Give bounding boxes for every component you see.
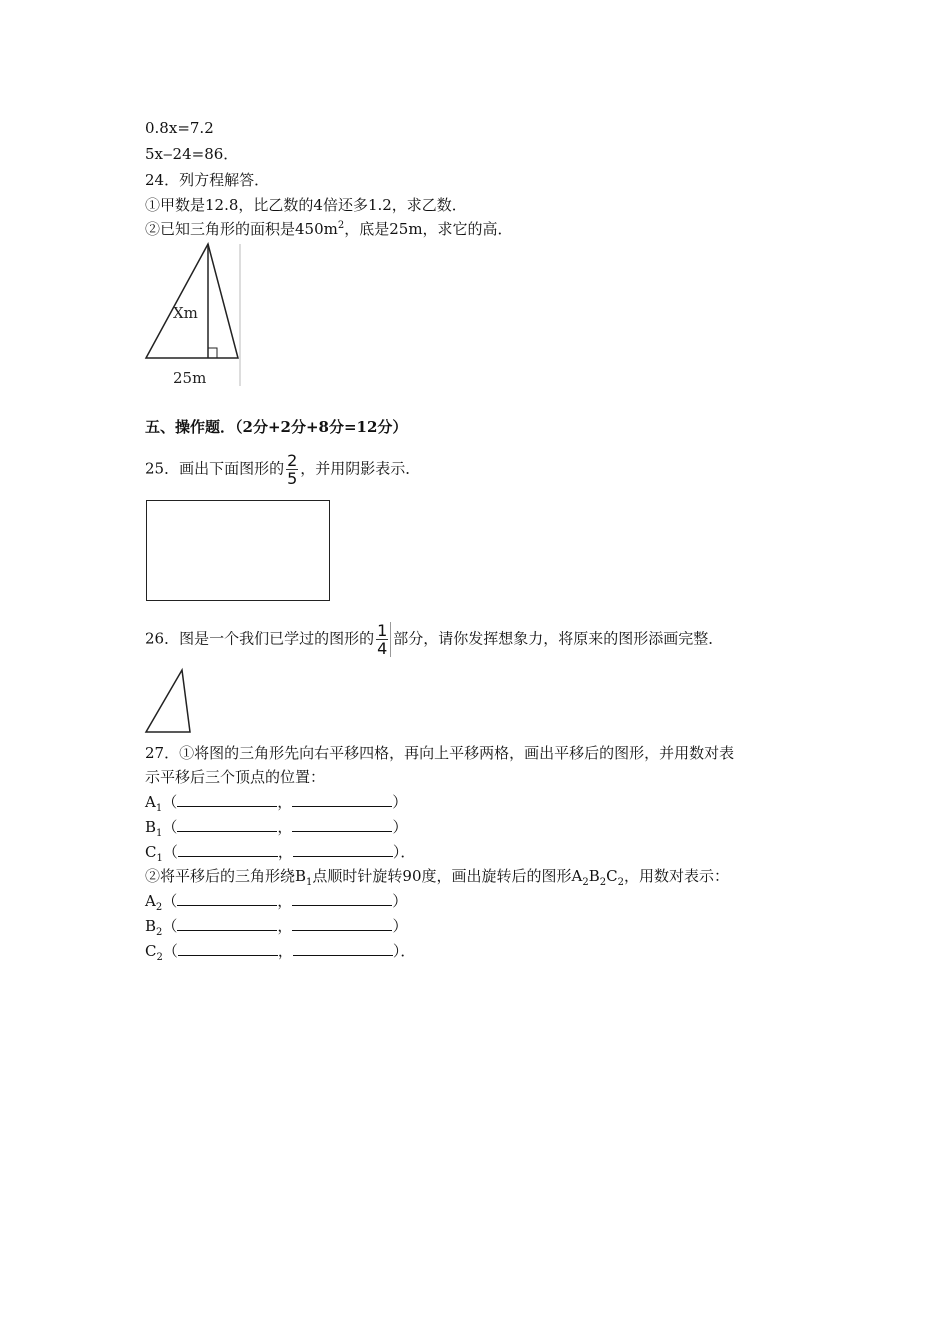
point-subscript: 1 xyxy=(156,828,163,839)
q24-part2-text-b: ，底是25m，求它的高． xyxy=(344,220,513,238)
close-paren-period: ）． xyxy=(392,843,416,861)
q24-part2 xyxy=(145,219,513,239)
q27-c1-row xyxy=(145,842,415,862)
q27-b2-row xyxy=(145,916,407,936)
q27-b1-row xyxy=(145,817,407,837)
point-letter: A xyxy=(145,892,156,910)
q27-part2-text-d: C xyxy=(606,867,618,885)
q24-part1: ①甲数是12.8，比乙数的4倍还多1.2，求乙数． xyxy=(145,196,467,214)
open-paren: （ xyxy=(162,843,178,861)
q24-title: 24．列方程解答． xyxy=(145,171,270,189)
q26-fraction xyxy=(376,622,391,657)
q25-fraction-den: 5 xyxy=(287,469,298,488)
open-paren: （ xyxy=(162,942,178,960)
point-subscript: 2 xyxy=(156,952,163,963)
q27-line1: 27．①将图的三角形先向右平移四格，再向上平移两格，画出平移后的图形，并用数对表 xyxy=(145,744,735,762)
open-paren: （ xyxy=(162,892,178,910)
open-paren: （ xyxy=(162,793,178,811)
comma: ， xyxy=(277,793,293,811)
q25-rectangle[interactable] xyxy=(146,500,330,601)
close-paren: ） xyxy=(392,793,408,811)
answer-blank-b2-y[interactable] xyxy=(292,916,392,931)
answer-blank-b1-x[interactable] xyxy=(177,817,277,832)
partial-triangle-shape xyxy=(146,670,190,732)
answer-blank-b1-y[interactable] xyxy=(292,817,392,832)
close-paren: ） xyxy=(392,892,408,910)
close-paren: ） xyxy=(392,818,408,836)
q24-triangle-figure xyxy=(140,240,250,390)
answer-blank-a2-y[interactable] xyxy=(292,891,392,906)
answer-blank-c2-x[interactable] xyxy=(178,941,278,956)
q26-question xyxy=(145,622,723,657)
q27-part2 xyxy=(145,866,729,886)
point-letter: B xyxy=(145,818,157,836)
comma: ， xyxy=(277,818,293,836)
q27-part2-text-b: 点顺时针旋转90度，画出旋转后的图形A xyxy=(312,867,583,885)
point-subscript: 2 xyxy=(155,902,163,913)
q25-suffix: ，并用阴影表示． xyxy=(300,459,421,478)
right-angle-mark xyxy=(208,348,217,358)
q26-fraction-num: 1 xyxy=(377,621,388,640)
q26-prefix: 26．图是一个我们已学过的图形的 xyxy=(145,629,375,648)
answer-blank-a2-x[interactable] xyxy=(177,891,277,906)
answer-blank-a1-y[interactable] xyxy=(292,792,392,807)
point-letter: C xyxy=(145,843,157,861)
q24-part2-sup: 2 xyxy=(337,220,345,231)
q26-suffix: 部分，请你发挥想象力，将原来的图形添画完整． xyxy=(393,629,724,648)
point-letter: C xyxy=(145,942,157,960)
q27-a1-row xyxy=(145,792,407,812)
triangle-height-label: Xm xyxy=(173,304,198,322)
q26-fraction-den: 4 xyxy=(377,639,388,658)
q27-part2-text-c: B xyxy=(588,867,600,885)
point-letter: A xyxy=(145,793,156,811)
equation-1: 0.8x=7.2 xyxy=(145,119,214,137)
comma: ， xyxy=(277,942,293,960)
q27-part2-sub4: 2 xyxy=(617,877,624,888)
answer-blank-c2-y[interactable] xyxy=(293,941,393,956)
q27-part2-sub3: 2 xyxy=(599,877,607,888)
q25-fraction-num: 2 xyxy=(287,451,298,470)
q27-a2-row xyxy=(145,891,407,911)
comma: ， xyxy=(277,917,293,935)
comma: ， xyxy=(277,892,293,910)
point-subscript: 1 xyxy=(156,853,163,864)
section5-title: 五、操作题．（2分+2分+8分=12分） xyxy=(145,418,408,436)
answer-blank-c1-y[interactable] xyxy=(293,842,393,857)
open-paren: （ xyxy=(162,818,178,836)
q27-c2-row xyxy=(145,941,415,961)
q27-line2: 示平移后三个顶点的位置： xyxy=(145,768,326,786)
open-paren: （ xyxy=(162,917,178,935)
q25-fraction xyxy=(286,452,298,487)
q26-partial-triangle[interactable] xyxy=(144,668,194,736)
close-paren-period: ）． xyxy=(392,942,416,960)
triangle-base-label: 25m xyxy=(173,369,207,387)
q27-part2-sub2: 2 xyxy=(582,877,589,888)
point-subscript: 2 xyxy=(156,927,163,938)
triangle-shape xyxy=(146,244,238,358)
q27-part2-sub1: 1 xyxy=(306,877,313,888)
answer-blank-c1-x[interactable] xyxy=(178,842,278,857)
q27-part2-text-e: ，用数对表示： xyxy=(623,867,729,885)
close-paren: ） xyxy=(392,917,408,935)
q25-question xyxy=(145,452,420,487)
q25-prefix: 25．画出下面图形的 xyxy=(145,459,285,478)
answer-blank-b2-x[interactable] xyxy=(177,916,277,931)
point-letter: B xyxy=(145,917,157,935)
q27-part2-text-a: ②将平移后的三角形绕B xyxy=(145,867,307,885)
answer-blank-a1-x[interactable] xyxy=(177,792,277,807)
q24-part2-text-a: ②已知三角形的面积是450m xyxy=(145,220,338,238)
comma: ， xyxy=(277,843,293,861)
equation-2: 5x‒24=86． xyxy=(145,145,239,163)
point-subscript: 1 xyxy=(155,803,163,814)
